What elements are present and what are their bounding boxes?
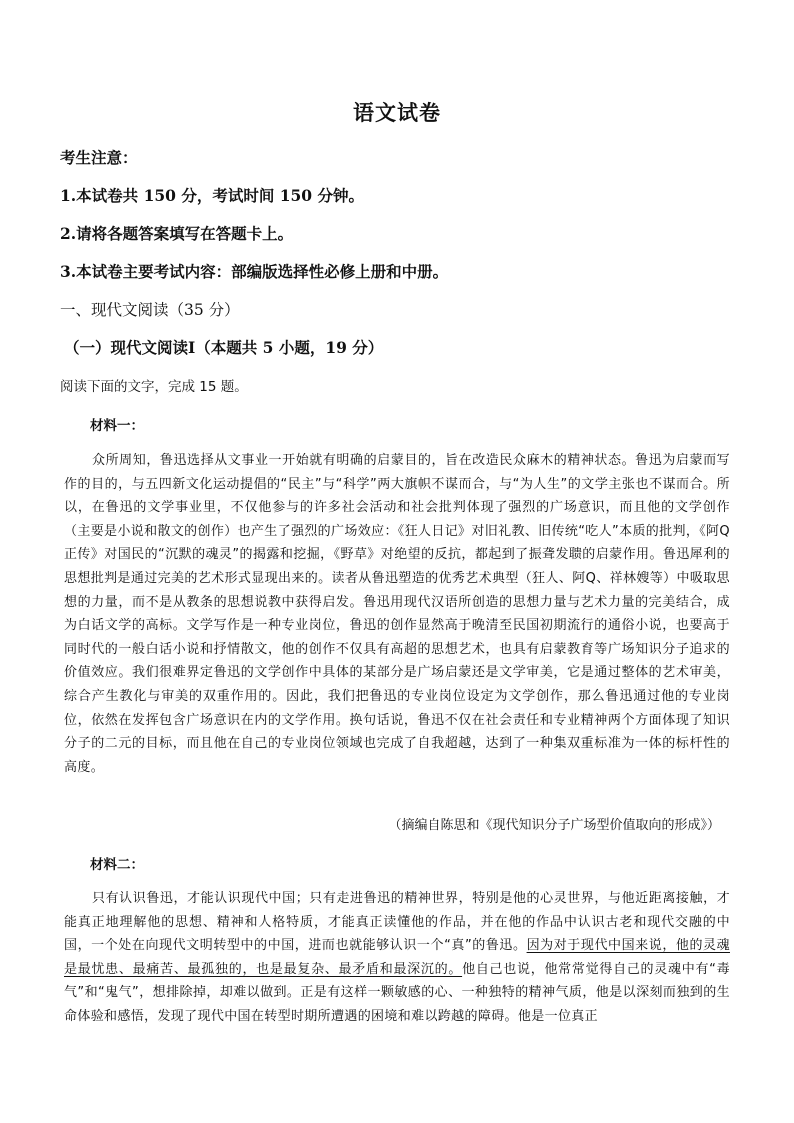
material2-label: 材料二： — [90, 857, 144, 873]
reading-instruction: 阅读下面的文字，完成 15 题。 — [60, 379, 248, 395]
material2-text — [64, 887, 730, 1029]
notice-item-3: 3.本试卷主要考试内容：部编版选择性必修上册和中册。 — [60, 262, 449, 281]
notice-item-1: 1.本试卷共 150 分，考试时间 150 分钟。 — [60, 186, 364, 205]
section-heading: 一、现代文阅读（35 分） — [60, 301, 240, 319]
section-subheading: （一）现代文阅读Ⅰ（本题共 5 小题，19 分） — [64, 338, 384, 357]
notice-item-2: 2.请将各题答案填写在答题卡上。 — [60, 224, 294, 243]
page-title: 语文试卷 — [353, 100, 441, 125]
material1-label: 材料一： — [90, 418, 144, 434]
material2-underlined-sentence: 因为对于现代中国来说，他的灵魂是最忧患、最痛苦、最孤独的，也是最复杂、最矛盾和最深沉的。 — [64, 938, 730, 977]
material2-text-start: 只有认识鲁迅，才能认识现代中国；只有走进鲁迅的精神世界，特别是他的心灵世界，与他近距离接触，才能真正地理解他的思想、精神和人格特质，才能真正读懂他的作品，并在他的作品中认识古老和现代交融的中国，一个处在向现代文明转型中的中国，进而也就能够认识一个“真”的鲁迅。 — [64, 891, 730, 954]
material1-text: 众所周知，鲁迅选择从文事业一开始就有明确的启蒙目的，旨在改造民众麻木的精神状态。鲁迅为启蒙而写作的目的，与五四新文化运动提倡的“民主”与“科学”两大旗帜不谋而合，与“为人生”的文学主张也不谋而合。所以，在鲁迅的文学事业里，不仅他参与的许多社会活动和社会批判体现了强烈的广场意识，而且他的文学创作（主要是小说和散文的创作）也产生了强烈的广场效应：《狂人日记》对旧礼教、旧传统“吃人”本质的批判，《阿Q正传》对国民的“沉默的魂灵”的揭露和挖掘，《野草》对绝望的反抗，都起到了振聋发聩的启蒙作用。鲁迅犀利的思想批判是通过完美的艺术形式显现出来的。读者从鲁迅塑造的优秀艺术典型（狂人、阿Q、祥林嫂等）中吸取思想的力量，而不是从教条的思想说教中获得启发。鲁迅用现代汉语所创造的思想力量与艺术力量的完美结合，成为白话文学的高标。文学写作是一种专业岗位，鲁迅的创作显然高于晚清至民国初期流行的通俗小说，也要高于同时代的一般白话小说和抒情散文，他的创作不仅具有高超的思想艺术，也具有启蒙教育等广场知识分子追求的价值效应。我们很难界定鲁迅的文学创作中具体的某部分是广场启蒙还是文学审美，它是通过整体的艺术审美，综合产生教化与审美的双重作用的。因此，我们把鲁迅的专业岗位设定为文学创作，那么鲁迅通过他的专业岗位，依然在发挥包含广场意识在内的文学作用。换句话说，鲁迅不仅在社会责任和专业精神两个方面体现了知识分子的二元的目标，而且他在自己的专业岗位领域也完成了自我超越，达到了一种集双重标准为一体的标杆性的高度。 — [64, 453, 730, 775]
material1-source: （摘编自陈思和《现代知识分子广场型价值取向的形成》） — [388, 818, 720, 833]
material2-text-end: 他自己也说，他常常觉得自己的灵魂中有“毒气”和“鬼气”，想排除掉，却难以做到。正是有这样一颗敏感的心、一种独特的精神气质，他是以深刻而独到的生命体验和感悟，发现了现代中国在转型时期所遭遇的困境和难以跨越的障碍。他是一位真正 — [64, 961, 730, 1024]
notice-heading: 考生注意： — [60, 148, 138, 167]
